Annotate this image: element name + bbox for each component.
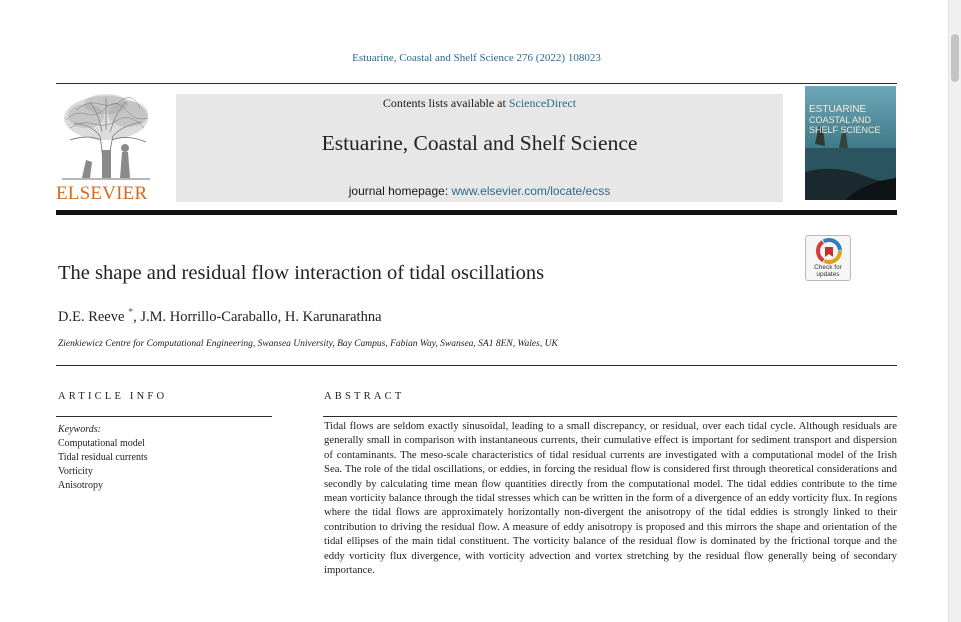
elsevier-logo[interactable] bbox=[56, 90, 156, 205]
homepage-link[interactable]: www.elsevier.com/locate/ecss bbox=[451, 184, 611, 198]
abstract-text: Tidal flows are seldom exactly sinusoidal, leading to a small discrepancy, or residual, over each tidal cycle. Although residuals are generally small in comparison with instantaneous currents, their cumulative effect is important for sediment transport and dispersion of contaminants. The meso-scale characteristics of tidal residual currents are investigated with a computational model of the Irish Sea. The role of the tidal oscillations, or eddies, in forcing the residual flow is considered first through theoretical considerations and secondly by calculating time mean flow quantities directly from the computational model. The tidal eddies contribute to the time mean vorticity balance through the tidal stresses which can be written in the form of a divergence of an eddy vorticity flux. In regions where the tidal flows are approximately horizontally non-divergent the anisotropy of the tidal eddies is strongly linked to their contribution to driving the residual flow. A measure of eddy anisotropy is proposed and this mirrors the shape and orientation of the tidal ellipses of the main tidal constituent. The vorticity balance of the residual flow is dominated by the frictional torque and the eddy vorticity flux divergence, with vorticity advection and vortex stretching by the residual flow generally being of secondary importance. bbox=[324, 420, 897, 577]
homepage-prefix: journal homepage: bbox=[348, 184, 452, 198]
contents-prefix: Contents lists available at bbox=[382, 96, 509, 110]
keyword: Vorticity bbox=[58, 466, 93, 477]
homepage-line bbox=[176, 184, 783, 198]
sciencedirect-link[interactable]: ScienceDirect bbox=[508, 96, 577, 110]
check-for-updates-button[interactable] bbox=[805, 235, 851, 281]
keywords-label: Keywords: bbox=[58, 424, 101, 435]
journal-cover[interactable] bbox=[805, 86, 896, 200]
affiliation: Zienkiewicz Centre for Computational Engineering, Swansea University, Bay Campus, Fabian Way, Swansea, SA1 8EN, Wales, UK bbox=[58, 339, 558, 349]
abstract-divider bbox=[323, 416, 897, 417]
scrollbar-thumb[interactable] bbox=[951, 34, 959, 82]
body-divider bbox=[56, 365, 897, 366]
article-info-heading: ARTICLE INFO bbox=[58, 391, 168, 402]
vertical-scrollbar[interactable] bbox=[948, 0, 961, 622]
author-name[interactable]: D.E. Reeve bbox=[58, 309, 125, 325]
contents-line bbox=[176, 96, 783, 111]
article-title: The shape and residual flow interaction of tidal oscillations bbox=[58, 262, 545, 284]
cover-title-3: SHELF SCIENCE bbox=[809, 125, 881, 135]
cover-title-2: COASTAL AND bbox=[809, 115, 872, 125]
abstract-heading: ABSTRACT bbox=[324, 391, 405, 402]
keyword: Computational model bbox=[58, 438, 145, 449]
keyword: Anisotropy bbox=[58, 480, 103, 491]
check-updates-label bbox=[806, 264, 850, 278]
check-updates-icon bbox=[806, 236, 852, 266]
check-updates-line2: updates bbox=[816, 271, 840, 278]
journal-citation[interactable]: Estuarine, Coastal and Shelf Science 276 (2022) 108023 bbox=[352, 52, 601, 64]
cover-image bbox=[805, 86, 896, 200]
keyword: Tidal residual currents bbox=[58, 452, 148, 463]
corresponding-author-mark[interactable]: * bbox=[128, 307, 134, 318]
cover-title-1: ESTUARINE bbox=[809, 104, 867, 115]
check-updates-line1: Check for bbox=[814, 264, 842, 271]
elsevier-tree-icon bbox=[56, 90, 156, 182]
journal-title: Estuarine, Coastal and Shelf Science bbox=[321, 131, 638, 155]
author-name[interactable]: , H. Karunarathna bbox=[277, 309, 382, 325]
keywords-block bbox=[58, 423, 148, 493]
author-name[interactable]: , J.M. Horrillo-Caraballo bbox=[133, 309, 278, 325]
elsevier-wordmark: ELSEVIER bbox=[56, 183, 148, 204]
author-list bbox=[58, 307, 382, 326]
article-info-divider bbox=[56, 416, 272, 417]
top-divider bbox=[56, 83, 897, 84]
journal-header bbox=[176, 94, 783, 202]
header-thick-divider bbox=[56, 210, 897, 215]
